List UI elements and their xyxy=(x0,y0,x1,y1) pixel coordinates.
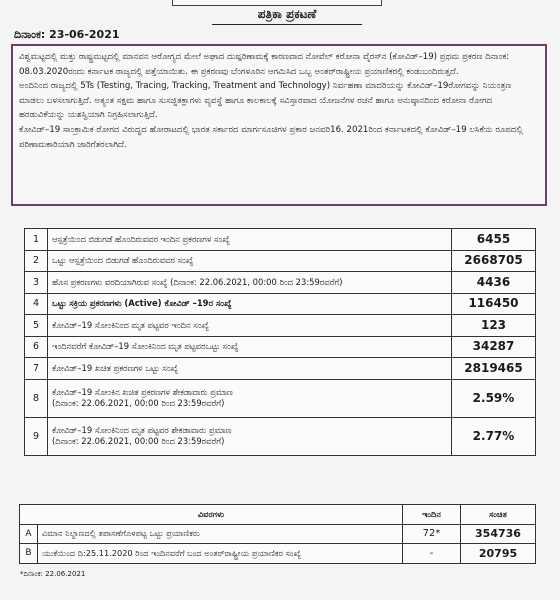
table-row xyxy=(25,293,536,315)
press-release-title: ಪತ್ರಿಕಾ ಪ್ರಕಟಣೆ xyxy=(212,5,362,25)
row-description: ವಿಮಾನ ನಿಲ್ದಾಣದಲ್ಲಿ ತಪಾಸಣೆಗೊಳಪಟ್ಟ ಒಟ್ಟು ಪ್ರಯಾಣಿಕರು xyxy=(38,524,403,544)
row-description: ಕೋವಿಡ್–19 ಸೋಂಕಿನ ಖಚಿತ ಪ್ರಕರಣಗಳ ಶೇಕಡಾವಾರು ಪ್ರಮಾಣ xyxy=(52,387,233,397)
row-description: ಆಸ್ಪತ್ರೆಯಿಂದ ಬಿಡುಗಡೆ ಹೊಂದಿರುವವರ ಇಂದಿನ ಪ್ರಕರಣಗಳ ಸಂಖ್ಯೆ xyxy=(48,229,452,251)
row-number: 8 xyxy=(25,379,48,417)
row-description: ಕೋವಿಡ್–19 ಸೋಂಕಿನಿಂದ ಮೃತ ಪಟ್ಟವರ ಇಂದಿನ ಸಂಖ್ಯೆ xyxy=(48,315,452,337)
table-row xyxy=(25,358,536,380)
details-header: ವಿವರಗಳು xyxy=(20,505,403,525)
table-row xyxy=(25,336,536,358)
row-number: 4 xyxy=(25,293,48,315)
footnote: *ದಿನಾಂಕ: 22.06.2021 xyxy=(20,570,86,578)
release-date: ದಿನಾಂಕ: 23-06-2021 xyxy=(14,28,120,41)
row-description-cell xyxy=(48,417,452,455)
table-row xyxy=(25,315,536,337)
row-description: ಯುಕೆಯಿಂದ ದಿ:25.11.2020 ರಿಂದ ಇಂದಿನವರೆಗೆ ಬಂದ ಅಂತರ್‌ರಾಷ್ಟ್ರೀಯ ಪ್ರಯಾಣಿಕರ ಸಂಖ್ಯೆ xyxy=(38,544,403,564)
row-cumulative: 20795 xyxy=(461,544,536,564)
table-header-row xyxy=(20,505,536,525)
row-value: 2.77% xyxy=(452,417,536,455)
row-today: - xyxy=(403,544,461,564)
table-row xyxy=(20,524,536,544)
row-letter: B xyxy=(20,544,38,564)
intro-box xyxy=(11,44,547,206)
row-description: ಕೋವಿಡ್–19 ಸೋಂಕಿನಿಂದ ಮೃತ ಪಟ್ಟವರ ಶೇಕಡಾವಾರು ಪ್ರಮಾಣ xyxy=(52,425,232,435)
intro-paragraph: ವಿಶ್ವಮಟ್ಟದಲ್ಲಿ ಮತ್ತು ರಾಷ್ಟ್ರಮಟ್ಟದಲ್ಲಿ ಮಾನವನ ಆರೋಗ್ಯದ ಮೇಲೆ ಅಘಾದ ದುಷ್ಪರಿಣಾಮಕ್ಕೆ ಕಾರಣವಾದ ನೋವೆಲ್ ಕರೋನಾ ವೈರಸ್‌ನ (ಕೋವಿಡ್–19) ಪ್ರಥಮ ಪ್ರಕರಣ ದಿನಾಂಕ: 08.03.2020ರಂದು ಕರ್ನಾಟಕ ರಾಜ್ಯದಲ್ಲಿ ಪತ್ತೆಯಾಯಿತು. ಈ ಪ್ರಕರಣವು ಬೆಂಗಳೂರಿನ ಆಗಮಿಸಿದ ಒಬ್ಬ ಅಂತರ್‌ರಾಷ್ಟ್ರೀಯ ಪ್ರಯಾಣಿಕರಲ್ಲಿ ಕಂಡುಬಂದಿರುತ್ತದೆ. xyxy=(19,52,510,77)
row-number: 2 xyxy=(25,250,48,272)
row-description-cell xyxy=(48,379,452,417)
row-description: ಕೋವಿಡ್–19 ಖಚಿತ ಪ್ರಕರಣಗಳ ಒಟ್ಟು ಸಂಖ್ಯೆ xyxy=(48,358,452,380)
row-cumulative: 354736 xyxy=(461,524,536,544)
row-number: 3 xyxy=(25,272,48,294)
table-row xyxy=(25,379,536,417)
row-date-range: (ದಿನಾಂಕ: 22.06.2021, 00:00 ರಿಂದ 23:59ರವರೆಗೆ) xyxy=(52,436,225,446)
row-description: ಒಟ್ಟು ಆಸ್ಪತ್ರೆಯಿಂದ ಬಿಡುಗಡೆ ಹೊಂದಿರುವವರ ಸಂಖ್ಯೆ xyxy=(48,250,452,272)
row-number: 6 xyxy=(25,336,48,358)
row-description: ಒಟ್ಟು ಸಕ್ರಿಯ ಪ್ರಕರಣಗಳು (Active) ಕೋವಿಡ್ –19ರ ಸಂಖ್ಯೆ xyxy=(48,293,452,315)
row-value: 6455 xyxy=(452,229,536,251)
row-value: 4436 xyxy=(452,272,536,294)
today-header: ಇಂದಿನ xyxy=(403,505,461,525)
row-value: 2.59% xyxy=(452,379,536,417)
row-value: 34287 xyxy=(452,336,536,358)
covid-stats-table xyxy=(24,228,536,456)
row-number: 7 xyxy=(25,358,48,380)
row-number: 1 xyxy=(25,229,48,251)
intro-paragraph: ಕೋವಿಡ್–19 ಸಾಂಕ್ರಾಮಿಕ ರೋಗದ ವಿರುದ್ಧದ ಹೋರಾಟದಲ್ಲಿ ಭಾರತ ಸರ್ಕಾರದ ಮಾರ್ಗಸೂಚಿಗಳ ಪ್ರಕಾರ ಜನವರಿ16. 2021ರಿಂದ ಕರ್ನಾಟಕದಲ್ಲಿ ಕೋವಿಡ್–19 ಲಸಿಕೆಯ ರೂಪದಲ್ಲಿ ಪರಿಣಾಮಕಾರಿಯಾಗಿ ಜಾರಿಗೆತರಲಾಗಿದೆ. xyxy=(19,124,523,150)
table-row xyxy=(25,417,536,455)
table-row xyxy=(25,250,536,272)
row-value: 123 xyxy=(452,315,536,337)
table-row xyxy=(25,272,536,294)
row-description: ಹೊಸ ಪ್ರಕರಣಗಳು ವರದಿಯಾಗಿರುವ ಸಂಖ್ಯೆ (ದಿನಾಂಕ: 22.06.2021, 00:00 ರಿಂದ 23:59ರವರೆಗೆ) xyxy=(48,272,452,294)
row-value: 116450 xyxy=(452,293,536,315)
row-letter: A xyxy=(20,524,38,544)
row-number: 5 xyxy=(25,315,48,337)
travel-table xyxy=(19,504,536,564)
row-number: 9 xyxy=(25,417,48,455)
row-value: 2819465 xyxy=(452,358,536,380)
row-value: 2668705 xyxy=(452,250,536,272)
cumulative-header: ಸಂಚಿತ xyxy=(461,505,536,525)
row-today: 72* xyxy=(403,524,461,544)
row-date-range: (ದಿನಾಂಕ: 22.06.2021, 00:00 ರಿಂದ 23:59ರವರೆಗೆ) xyxy=(52,398,225,408)
row-description: ಇಂದಿನವರೆಗೆ ಕೋವಿಡ್–19 ಸೋಂಕಿನಿಂದ ಮೃತ ಪಟ್ಟವರಒಟ್ಟು ಸಂಖ್ಯೆ xyxy=(48,336,452,358)
intro-paragraph: ಅಂದಿನಿಂದ ರಾಜ್ಯದಲ್ಲಿ 5Ts (Testing, Tracing, Tracking, Treatment and Technology) ನಿರ್ವಹಣಾ ಮಾದರಿಯನ್ನು ಕೋವಿಡ್–19ರೋಗವನ್ನು ನಿಯಂತ್ರಣ ಮಾಡಲು ಬಳಸಲಾಗುತ್ತಿದೆ. ಅತ್ಯಂತ ಸಕ್ಷಮ ಹಾಗೂ ಸುಸಜ್ಜಿತಕ್ಲಾಗಳು ವ್ಯವಸ್ಥೆ ಹಾಗೂ ಕಾಲಕಾಲಕ್ಕೆ ಸವಿಸ್ತಾರವಾದ ಯೋಜನೆಗಳ ರಚನೆ ಹಾಗೂ ಅನುಷ್ಠಾನದಿಂದ ಕರೋನಾ ರೋಗದ ಹರಡುವಿಕೆಯನ್ನು ಯಶಸ್ವಿಯಾಗಿ ನಿಗ್ರಹಿಸಲಾಗುತ್ತಿದೆ. xyxy=(19,81,512,121)
table-row xyxy=(20,544,536,564)
table-row xyxy=(25,229,536,251)
